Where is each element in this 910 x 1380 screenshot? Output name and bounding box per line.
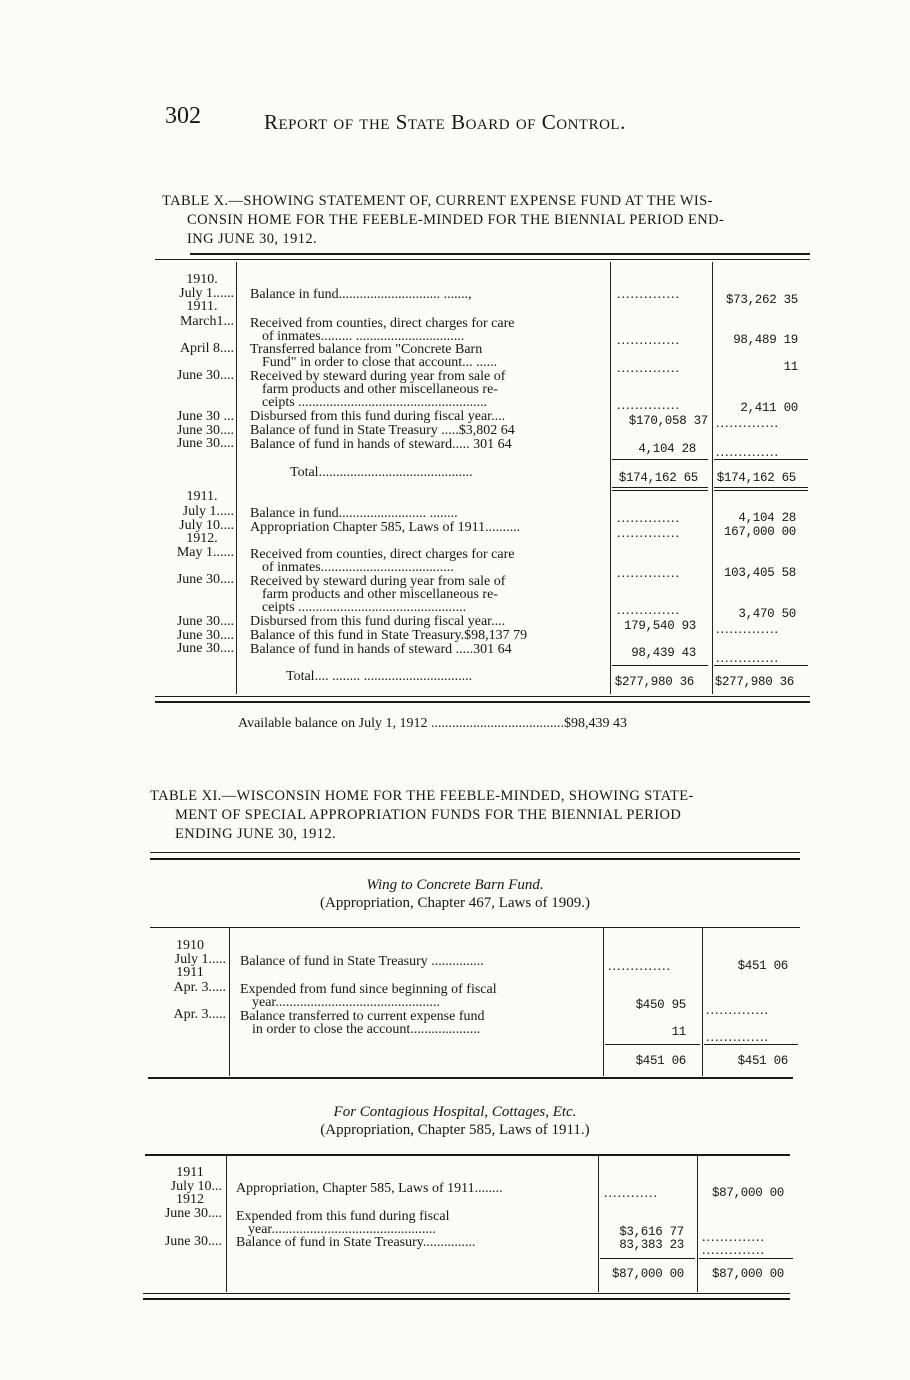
total-rule (612, 490, 708, 491)
subtotal-rule (714, 459, 808, 460)
fund-1-col-rule (702, 928, 703, 1076)
total-rule (612, 487, 708, 488)
fund-2-title: For Contagious Hospital, Cottages, Etc. (333, 1104, 577, 1120)
debit-cell: .............. (608, 960, 671, 973)
table-x-col-rule (610, 262, 611, 694)
debit-cell: 83,383 23 (619, 1238, 684, 1252)
description-cell: farm products and other miscellaneous re- (262, 588, 498, 601)
description-cell: ceipts ................................................ (262, 601, 467, 614)
description-cell: Received from counties, direct charges for care (250, 317, 515, 330)
year-label: 1911 (176, 965, 204, 980)
description-cell: Balance of fund in State Treasury............... (236, 1236, 476, 1249)
fund-2-col-rule (697, 1156, 698, 1292)
subtotal-rule (704, 1044, 798, 1045)
fund-2-col-rule (226, 1156, 227, 1292)
total-rule (714, 487, 808, 488)
description-cell: Expended from this fund during fiscal (236, 1210, 450, 1223)
credit-cell: .............. (706, 1004, 769, 1017)
year-label: 1912. (186, 531, 218, 546)
description-cell: year............................................... (252, 996, 440, 1009)
total-debit: $451 06 (635, 1054, 686, 1068)
total-label: Total.... ........ ............................... (286, 670, 473, 683)
year-label: 1910. (186, 272, 218, 287)
debit-cell: .............. (617, 334, 680, 347)
subtotal-rule (600, 1258, 695, 1259)
credit-cell: .............. (702, 1244, 765, 1257)
table-x-caption-line: ING JUNE 30, 1912. (187, 231, 318, 247)
description-cell: Received from counties, direct charges for care (250, 548, 515, 561)
debit-cell: 98,439 43 (631, 646, 696, 660)
table-x-bottom-rule (155, 696, 810, 697)
debit-cell: .............. (617, 604, 680, 617)
debit-cell: .............. (617, 527, 680, 540)
total-credit: $174,162 65 (716, 471, 796, 485)
credit-cell: .............. (716, 446, 779, 459)
total-debit: $87,000 00 (611, 1267, 684, 1281)
table-x-bottom-rule-2 (155, 701, 810, 703)
debit-cell: .............. (617, 399, 680, 412)
fund-2-subtitle: (Appropriation, Chapter 585, Laws of 1911.) (320, 1122, 590, 1138)
description-cell: Balance of fund in hands of steward .....301 64 (250, 643, 512, 656)
debit-cell: $3,616 77 (619, 1225, 684, 1239)
page-number: 302 (165, 103, 201, 129)
fund-2-header-rule (145, 1154, 790, 1156)
date-cell: Apr. 3..... (173, 1007, 226, 1022)
debit-cell: .............. (617, 362, 680, 375)
total-debit: $277,980 36 (614, 675, 694, 689)
description-cell: Transferred balance from "Concrete Barn (250, 343, 483, 356)
date-cell: July 1..... (182, 504, 234, 519)
table-xi-top-rule (150, 852, 800, 853)
debit-cell: ............ (604, 1187, 658, 1200)
table-xi-top-rule-2 (150, 858, 800, 860)
total-credit: $451 06 (737, 1054, 788, 1068)
debit-cell: .............. (617, 288, 680, 301)
table-x-col-rule (236, 262, 237, 694)
table-x-top-rule-2 (155, 259, 810, 260)
table-x-caption-line: TABLE X.—SHOWING STATEMENT OF, CURRENT EXPENSE FUND AT THE WIS- (162, 193, 713, 209)
total-rule (714, 490, 808, 491)
date-cell: June 30 ... (176, 409, 234, 424)
fund-1-col-rule (229, 928, 230, 1076)
description-cell: Balance of this fund in State Treasury.$98,137 79 (250, 629, 528, 642)
subtotal-rule (612, 665, 708, 666)
credit-cell: $73,262 35 (725, 293, 798, 307)
credit-cell: .............. (716, 623, 779, 636)
table-xi-caption-line: ENDING JUNE 30, 1912. (175, 826, 337, 842)
date-cell: March1... (179, 314, 234, 329)
description-cell: Disbursed from this fund during fiscal year.... (250, 615, 506, 628)
total-debit: $174,162 65 (618, 471, 698, 485)
credit-cell: .............. (716, 652, 779, 665)
date-cell: July 1...... (179, 286, 234, 301)
year-label: 1912 (176, 1192, 204, 1207)
subtotal-rule (699, 1258, 793, 1259)
total-label: Total............................................ (290, 466, 473, 479)
description-cell: Appropriation, Chapter 585, Laws of 1911........ (236, 1182, 503, 1195)
description-cell: Balance of fund in State Treasury .....$3,802 64 (250, 424, 515, 437)
available-balance: Available balance on July 1, 1912 ......................................$98,439 43 (238, 716, 627, 731)
debit-cell: 4,104 28 (638, 442, 696, 456)
debit-cell: $170,058 37 (628, 414, 708, 428)
credit-cell: 103,405 58 (723, 566, 796, 580)
description-cell: Balance of fund in hands of steward..... 301 64 (250, 438, 512, 451)
table-x-col-rule (712, 262, 713, 694)
credit-cell: .............. (706, 1031, 769, 1044)
table-x-caption (162, 192, 724, 249)
description-cell: Balance transferred to current expense fund (240, 1010, 485, 1023)
description-cell: of inmates......... ............................... (262, 330, 465, 343)
table-xi-caption (150, 787, 694, 844)
fund-1-title: Wing to Concrete Barn Fund. (366, 877, 544, 893)
description-cell: Received by steward during year from sale of (250, 370, 506, 383)
subtotal-rule (714, 665, 808, 666)
subtotal-rule (612, 459, 708, 460)
year-label: 1910 (176, 938, 204, 953)
date-cell: June 30.... (176, 572, 234, 587)
date-cell: July 10.... (179, 518, 234, 533)
description-cell: Received by steward during year from sale of (250, 575, 506, 588)
date-cell: June 30.... (176, 628, 234, 643)
date-cell: Apr. 3..... (173, 980, 226, 995)
credit-cell: .............. (716, 417, 779, 430)
description-cell: Fund" in order to close that account... ...... (262, 356, 498, 369)
total-credit: $87,000 00 (711, 1267, 784, 1281)
credit-cell: $87,000 00 (711, 1186, 784, 1200)
description-cell: Disbursed from this fund during fiscal year.... (250, 410, 506, 423)
description-cell: year............................................... (248, 1223, 436, 1236)
debit-cell: 179,540 93 (623, 619, 696, 633)
debit-cell: .............. (617, 512, 680, 525)
table-x-top-rule (190, 253, 810, 255)
description-cell: Balance in fund......................... ........ (250, 507, 458, 520)
date-cell: May 1...... (176, 545, 234, 560)
debit-cell: 11 (671, 1025, 686, 1039)
description-cell: in order to close the account.................... (252, 1023, 481, 1036)
fund-2-bottom-rule (143, 1293, 790, 1294)
date-cell: April 8.... (179, 341, 234, 356)
fund-2-bottom-rule-2 (143, 1298, 790, 1300)
credit-cell: 2,411 00 (740, 401, 798, 415)
date-cell: June 30.... (176, 641, 234, 656)
table-xi-caption-line: TABLE XI.—WISCONSIN HOME FOR THE FEEBLE-MINDED, SHOWING STATE- (150, 788, 694, 804)
date-cell: June 30.... (176, 368, 234, 383)
description-cell: ceipts ...................................................... (262, 396, 488, 409)
description-cell: of inmates...................................... (262, 561, 454, 574)
running-title: Report of the State Board of Control. (264, 110, 626, 134)
credit-cell: .............. (702, 1231, 765, 1244)
date-cell: July 1..... (174, 952, 226, 967)
table-xi-caption-line: MENT OF SPECIAL APPROPRIATION FUNDS FOR THE BIENNIAL PERIOD (175, 807, 682, 823)
credit-cell: 11 (783, 360, 798, 374)
debit-cell: $450 95 (635, 998, 686, 1012)
description-cell: Balance of fund in State Treasury ............... (240, 955, 484, 968)
credit-cell: 3,470 50 (738, 607, 796, 621)
credit-cell: 167,000 00 (723, 525, 796, 539)
fund-1-subtitle: (Appropriation, Chapter 467, Laws of 1909.) (320, 895, 590, 911)
credit-cell: 4,104 28 (738, 511, 796, 525)
description-cell: Appropriation Chapter 585, Laws of 1911.......... (250, 521, 521, 534)
year-label: 1911. (186, 489, 218, 504)
date-cell: June 30.... (164, 1206, 222, 1221)
fund-1-bottom-rule (148, 1077, 793, 1079)
description-cell: Balance in fund............................. ......., (250, 288, 472, 301)
year-label: 1911 (176, 1165, 204, 1180)
date-cell: June 30.... (176, 614, 234, 629)
date-cell: June 30.... (164, 1234, 222, 1249)
total-credit: $277,980 36 (714, 675, 794, 689)
date-cell: June 30.... (176, 423, 234, 438)
description-cell: Expended from fund since beginning of fiscal (240, 983, 497, 996)
debit-cell: .............. (617, 567, 680, 580)
credit-cell: $451 06 (737, 959, 788, 973)
subtotal-rule (605, 1044, 700, 1045)
fund-1-col-rule (603, 928, 604, 1076)
table-x-caption-line: CONSIN HOME FOR THE FEEBLE-MINDED FOR THE BIENNIAL PERIOD END- (187, 212, 725, 228)
date-cell: July 10... (170, 1179, 222, 1194)
credit-cell: 98,489 19 (733, 333, 798, 347)
description-cell: farm products and other miscellaneous re- (262, 383, 498, 396)
fund-2-col-rule (598, 1156, 599, 1292)
date-cell: June 30.... (176, 436, 234, 451)
year-label: 1911. (186, 299, 218, 314)
